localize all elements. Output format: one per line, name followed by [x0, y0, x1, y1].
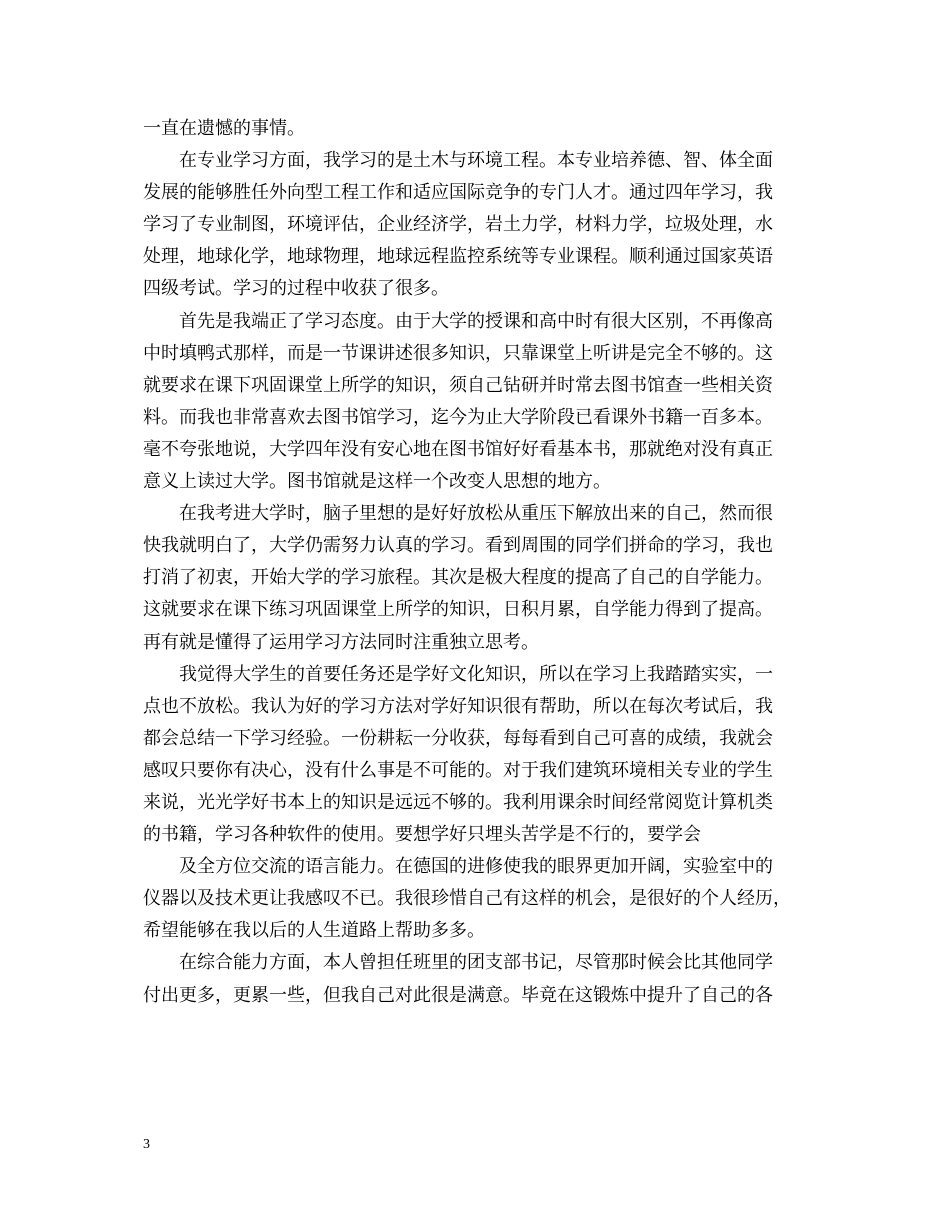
text-line: 意义上读过大学。图书馆就是这样一个改变人思想的地方。 [143, 471, 611, 493]
text-line: 首先是我端正了学习态度。由于大学的授课和高中时有很大区别，不再像高 [179, 310, 773, 332]
text-line: 处理，地球化学，地球物理，地球远程监控系统等专业课程。顺利通过国家英语 [143, 246, 773, 268]
text-line: 仪器以及技术更让我感叹不已。我很珍惜自己有这样的机会，是很好的个人经历， [143, 888, 791, 910]
text-line: 打消了初衷，开始大学的学习旅程。其次是极大程度的提高了自己的自学能力。 [143, 567, 773, 589]
text-line: 一直在遗憾的事情。 [143, 118, 305, 139]
text-line: 在专业学习方面，我学习的是土木与环境工程。本专业培养德、智、体全面 [179, 150, 773, 172]
text-line: 在综合能力方面，本人曾担任班里的团支部书记，尽管那时候会比其他同学 [179, 952, 773, 974]
text-line: 中时填鸭式那样，而是一节课讲述很多知识，只靠课堂上听讲是完全不够的。这 [143, 342, 773, 364]
text-line: 这就要求在课下练习巩固课堂上所学的知识，日积月累，自学能力得到了提高。 [143, 599, 773, 621]
text-line: 感叹只要你有决心，没有什么事是不可能的。对于我们建筑环境相关专业的学生 [143, 759, 773, 781]
text-line: 料。而我也非常喜欢去图书馆学习，迄今为止大学阶段已看课外书籍一百多本。 [143, 406, 773, 428]
text-line: 来说，光光学好书本上的知识是远远不够的。我利用课余时间经常阅览计算机类 [143, 791, 773, 813]
text-line: 点也不放松。我认为好的学习方法对学好知识很有帮助，所以在每次考试后，我 [143, 695, 773, 717]
text-line: 快我就明白了，大学仍需努力认真的学习。看到周围的同学们拼命的学习，我也 [143, 535, 773, 557]
text-line: 我觉得大学生的首要任务还是学好文化知识，所以在学习上我踏踏实实，一 [179, 663, 773, 685]
text-line: 都会总结一下学习经验。一份耕耘一分收获，每每看到自己可喜的成绩，我就会 [143, 727, 773, 749]
text-line: 付出更多，更累一些，但我自己对此很是满意。毕竟在这锻炼中提升了自己的各 [143, 984, 773, 1006]
text-line: 发展的能够胜任外向型工程工作和适应国际竞争的专门人才。通过四年学习，我 [143, 182, 773, 204]
text-line: 再有就是懂得了运用学习方法同时注重独立思考。 [143, 631, 539, 653]
text-line: 毫不夸张地说，大学四年没有安心地在图书馆好好看基本书，那就绝对没有真正 [143, 438, 773, 460]
page-number: 3 [143, 1137, 150, 1152]
text-line: 及全方位交流的语言能力。在德国的进修使我的眼界更加开阔，实验室中的 [179, 856, 773, 878]
text-line: 在我考进大学时，脑子里想的是好好放松从重压下解放出来的自己，然而很 [179, 503, 773, 525]
text-line: 四级考试。学习的过程中收获了很多。 [143, 278, 449, 300]
text-line: 希望能够在我以后的人生道路上帮助多多。 [143, 920, 485, 942]
text-line: 就要求在课下巩固课堂上所学的知识，须自己钻研并时常去图书馆查一些相关资 [143, 374, 773, 396]
body-text [143, 113, 823, 1012]
text-line: 的书籍，学习各种软件的使用。要想学好只埋头苦学是不行的，要学会 [143, 824, 701, 846]
text-line: 学习了专业制图，环境评估，企业经济学，岩土力学，材料力学，垃圾处理，水 [143, 214, 773, 236]
